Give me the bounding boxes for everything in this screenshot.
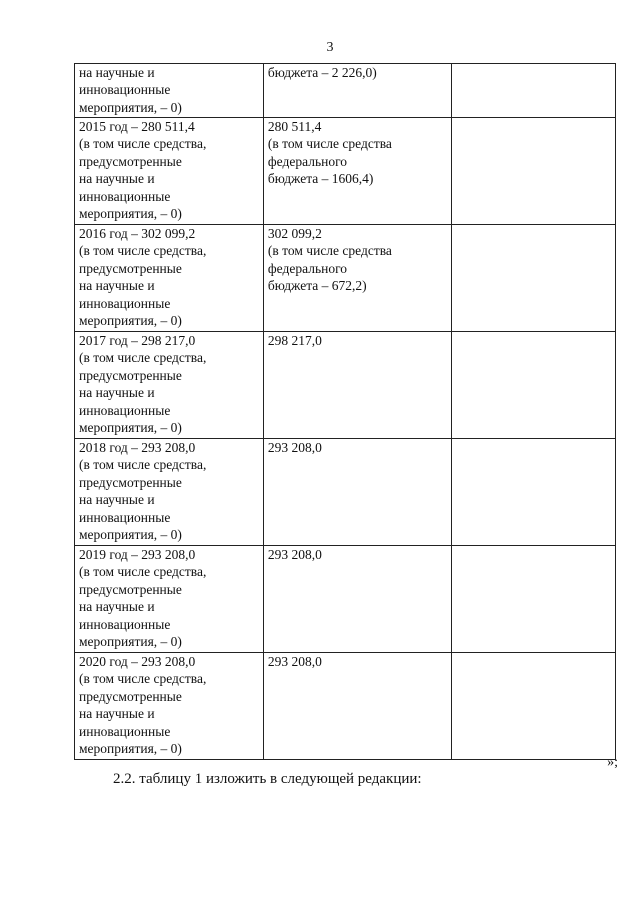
- budget-amount-cell: [263, 225, 451, 332]
- table-row: [75, 653, 616, 760]
- cell-text-line: (в том числе средства: [267, 243, 392, 259]
- cell-text-line: 293 208,0: [267, 547, 322, 562]
- cell-text-line: предусмотренные: [79, 688, 182, 704]
- cell-text-line: инновационные: [79, 509, 171, 525]
- table-row: [75, 439, 616, 546]
- table-row: [75, 546, 616, 653]
- cell-text-line: 302 099,2: [267, 226, 322, 241]
- year-total-cell: [75, 546, 264, 653]
- cell-text-line: инновационные: [79, 188, 171, 204]
- cell-text-line: 2020 год – 293 208,0: [79, 654, 196, 669]
- cell-text-line: 2019 год – 293 208,0: [79, 547, 196, 562]
- cell-text-line: 280 511,4: [267, 119, 322, 134]
- cell-text-line: мероприятия, – 0): [79, 420, 182, 436]
- cell-text-line: предусмотренные: [79, 581, 182, 597]
- cell-text-line: бюджета – 672,2): [267, 278, 367, 294]
- cell-text-line: бюджета – 1606,4): [267, 171, 374, 187]
- cell-text-line: (в том числе средства,: [79, 350, 207, 366]
- cell-text-line: на научные и: [79, 599, 155, 615]
- year-total-cell: [75, 225, 264, 332]
- table-row: [75, 225, 616, 332]
- cell-text-line: федерального: [267, 260, 348, 276]
- year-total-cell: [75, 118, 264, 225]
- empty-cell: [451, 118, 615, 225]
- cell-text-line: инновационные: [79, 723, 171, 739]
- cell-text-line: 298 217,0: [267, 333, 322, 348]
- cell-text-line: на научные и: [79, 492, 155, 508]
- empty-cell: [451, 225, 615, 332]
- year-total-cell: [75, 64, 264, 118]
- budget-amount-cell: [263, 64, 451, 118]
- empty-cell: [451, 546, 615, 653]
- budget-amount-cell: [263, 653, 451, 760]
- empty-cell: [451, 439, 615, 546]
- cell-text-line: мероприятия, – 0): [79, 99, 182, 115]
- cell-text-line: 293 208,0: [267, 440, 322, 455]
- cell-text-line: бюджета – 2 226,0): [267, 65, 377, 80]
- cell-text-line: (в том числе средства: [267, 136, 392, 152]
- cell-text-line: предусмотренные: [79, 153, 182, 169]
- table-row: [75, 118, 616, 225]
- cell-text-line: на научные и: [79, 65, 155, 80]
- cell-text-line: предусмотренные: [79, 474, 182, 490]
- empty-cell: [451, 653, 615, 760]
- cell-text-line: на научные и: [79, 171, 155, 187]
- cell-text-line: 293 208,0: [267, 654, 322, 669]
- cell-text-line: 2017 год – 298 217,0: [79, 333, 196, 348]
- cell-text-line: федерального: [267, 153, 348, 169]
- cell-text-line: предусмотренные: [79, 260, 182, 276]
- instruction-paragraph: 2.2. таблицу 1 изложить в следующей редакции:: [113, 771, 422, 787]
- table-body: [75, 64, 616, 760]
- year-total-cell: [75, 653, 264, 760]
- table-row: [75, 332, 616, 439]
- cell-text-line: мероприятия, – 0): [79, 206, 182, 222]
- cell-text-line: 2018 год – 293 208,0: [79, 440, 196, 455]
- budget-amount-cell: [263, 332, 451, 439]
- closing-quote-mark: »;: [607, 755, 618, 770]
- table-row: [75, 64, 616, 118]
- cell-text-line: 2016 год – 302 099,2: [79, 226, 196, 241]
- cell-text-line: предусмотренные: [79, 367, 182, 383]
- cell-text-line: инновационные: [79, 616, 171, 632]
- empty-cell: [451, 64, 615, 118]
- cell-text-line: инновационные: [79, 295, 171, 311]
- budget-amount-cell: [263, 118, 451, 225]
- cell-text-line: на научные и: [79, 385, 155, 401]
- budget-amount-cell: [263, 546, 451, 653]
- budget-amount-cell: [263, 439, 451, 546]
- cell-text-line: мероприятия, – 0): [79, 634, 182, 650]
- cell-text-line: инновационные: [79, 82, 171, 98]
- cell-text-line: (в том числе средства,: [79, 564, 207, 580]
- budget-table: [74, 63, 616, 760]
- empty-cell: [451, 332, 615, 439]
- cell-text-line: мероприятия, – 0): [79, 527, 182, 543]
- cell-text-line: на научные и: [79, 278, 155, 294]
- cell-text-line: на научные и: [79, 706, 155, 722]
- page-number: 3: [326, 40, 334, 55]
- cell-text-line: мероприятия, – 0): [79, 741, 182, 757]
- cell-text-line: (в том числе средства,: [79, 243, 207, 259]
- cell-text-line: мероприятия, – 0): [79, 313, 182, 329]
- cell-text-line: 2015 год – 280 511,4: [79, 119, 195, 134]
- cell-text-line: (в том числе средства,: [79, 136, 207, 152]
- cell-text-line: (в том числе средства,: [79, 671, 207, 687]
- cell-text-line: (в том числе средства,: [79, 457, 207, 473]
- year-total-cell: [75, 439, 264, 546]
- cell-text-line: инновационные: [79, 402, 171, 418]
- year-total-cell: [75, 332, 264, 439]
